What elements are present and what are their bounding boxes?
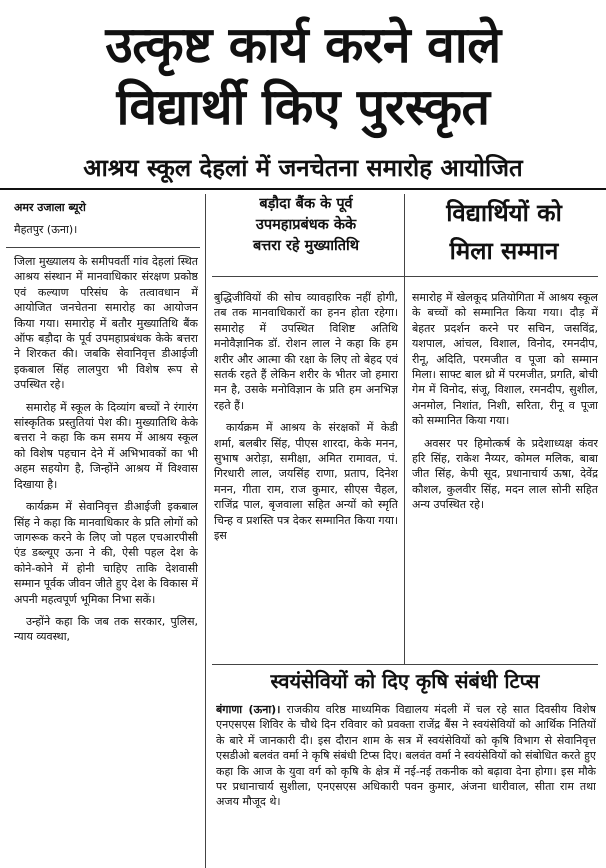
paragraph: उन्होंने कहा कि जब तक सरकार, पुलिस, न्याय व्यवस्था, xyxy=(14,614,198,644)
headline-line-1: उत्कृष्ट कार्य करने वाले xyxy=(105,16,501,74)
headline-line-2: विद्यार्थी किए पुरस्कृत xyxy=(116,78,490,136)
paragraph: बुद्धिजीवियों की सोच व्यावहारिक नहीं होगी, तब तक मानवाधिकारों का हनन होता रहेगा। समारोह में उपस्थित विशिष्ट अतिथि मनोवैज्ञानिक डॉ. रोशन लाल ने कहा कि हम शरीर और आत्मा की रक्षा के लिए तो बेहद एवं सतर्क रहते हैं लेकिन शरीर के भीतर जो हमारा मन है, उसके मनोविज्ञान के प्रति हम अनभिज्ञ रहते हैं। xyxy=(214,291,398,412)
article-column-1 xyxy=(14,254,198,866)
tips-dateline: बंगाणा (ऊना)। xyxy=(216,703,281,716)
article-column-3 xyxy=(412,290,598,660)
paragraph: जिला मुख्यालय के समीपवर्ती गांव देहलां स्थित आश्रय संस्थान में मानवाधिकार संरक्षण प्रकोष्ठ एवं कल्याण परिसंघ के तत्वावधान में आयोजित जनचेतना समारोह का आयोजन किया गया। समारोह में बतौर मुख्यातिथि बैंक ऑफ बड़ौदा के पूर्व उपमहाप्रबंधक केके बत्तरा ने शिरकत की। जबकि सेवानिवृत्त डीआईजी इकबाल सिंह लालपुरा भी विशेष रूप से उपस्थित रहे। xyxy=(14,255,198,392)
divider xyxy=(212,276,598,277)
divider xyxy=(6,247,200,248)
callout-chief-guest xyxy=(212,194,400,268)
subheading: आश्रय स्कूल देहलां में जनचेतना समारोह आयोजित xyxy=(0,148,606,190)
callout-students-line-1: विद्यार्थियों को xyxy=(446,199,562,227)
dateline: मैहतपुर (ऊना)। xyxy=(14,223,78,236)
tips-article-body xyxy=(216,702,596,866)
paragraph: समारोह में खेलकूद प्रतियोगिता में आश्रय स्कूल के बच्चों को सम्मानित किया गया। दौड़ में बेहतर प्रदर्शन करने पर सचिन, जसविंद्र, यशपाल, आंचल, विशाल, विनोद, रमनदीप, रीनू, अदिति, परमजीत व पूजा को सम्मान मिला। साफ्ट बाल थ्रो में परमजीत, प्रगति, बोची गेम में विनोद, संजू, विशाल, रमनदीप, सुशील, अनमोल, निशांत, निशी, सरिता, रीनू व पूजा को सम्मानित किया गया। xyxy=(412,291,598,428)
callout-guest-line-3: बत्तरा रहे मुख्यातिथि xyxy=(252,238,360,254)
callout-guest-line-1: बड़ौदा बैंक के पूर्व xyxy=(259,196,353,212)
paragraph xyxy=(216,702,596,810)
callout-students-honored xyxy=(410,194,598,274)
callout-students-line-2: मिला सम्मान xyxy=(449,237,559,265)
paragraph: समारोह में स्कूल के दिव्यांग बच्चों ने रंगारंग सांस्कृतिक प्रस्तुतियां पेश की। मुख्यातिथि केके बत्तरा ने कहा कि कम समय में आश्रय स्कूल को विशेष पहचान देने में अभिभावकों का भी अहम सहयोग है, जिन्होंने आश्रय में विश्वास दिखाया है। xyxy=(14,400,198,491)
callout-guest-line-2: उपमहाप्रबंधक केके xyxy=(255,217,357,233)
byline: अमर उजाला ब्यूरो xyxy=(14,201,86,214)
article-column-2 xyxy=(214,290,398,660)
column-divider xyxy=(404,194,405,664)
divider xyxy=(212,664,598,665)
column-divider xyxy=(205,194,206,868)
paragraph: कार्यक्रम में सेवानिवृत्त डीआईजी इकबाल सिंह ने कहा कि मानवाधिकार के प्रति लोगों को जागरूक करने के लिए जो पहल एचआरपीसी एंड डब्ल्यूए ऊना ने की, ऐसी पहल देश के कोने-कोने में होनी चाहिए ताकि देशवासी सम्मान पूर्वक जीवन जीते हुए देश के विकास में अपनी महत्वपूर्ण भूमिका निभा सकें। xyxy=(14,500,198,606)
tips-article-title: स्वयंसेवियों को दिए कृषि संबंधी टिप्स xyxy=(270,669,540,693)
tips-body-text: राजकीय वरिष्ठ माध्यमिक विद्यालय मंदली में चल रहे सात दिवसीय विशेष एनएसएस शिविर के चौथे दिन रविवार को प्रवक्ता राजेंद्र बैंस ने स्वयंसेवियों को आर्थिक नितियों के बारे में जानकारी दी। इस दौरान शाम के सत्र में स्वयंसेवियों को कृषि विभाग से सेवानिवृत्त एसडीओ बलवंत वर्मा ने कृषि संबंधी टिप्स दिए। बलवंत वर्मा ने स्वयंसेवियों को संबोधित करते हुए कहा कि आज के युवा वर्ग को कृषि के क्षेत्र में नई-नई तकनीक को बढ़ावा देना होगा। इस मौके पर प्रधानाचार्य सुशीला, एनएसएस अधिकारी पवन कुमार, अंजना धारीवाल, सीता राम तथा अजय मौजूद थे। xyxy=(216,703,596,809)
paragraph: अवसर पर हिमोत्कर्ष के प्रदेशाध्यक्ष कंवर हरि सिंह, राकेश नैय्यर, कोमल मलिक, बाबा जीत सिंह, केपी सूद, प्रधानाचार्य ऊषा, देवेंद्र कौशल, कुलवीर सिंह, मदन लाल सोनी सहित अन्य उपस्थित रहे। xyxy=(412,436,598,512)
paragraph: कार्यक्रम में आश्रय के संरक्षकों में केडी शर्मा, बलबीर सिंह, पीएस शारदा, केके मनन, सुभाष अरोड़ा, समीक्षा, अमित रामावत, पं. गिरधारी लाल, जयसिंह राणा, प्रताप, दिनेश मनन, गीता राम, राज कुमार, सीएस चैहल, राजिंद्र पाल, बृजवाला सहित अन्यों को स्मृति चिन्ह व प्रशस्ति पत्र देकर सम्मानित किया गया। इस xyxy=(214,421,398,543)
